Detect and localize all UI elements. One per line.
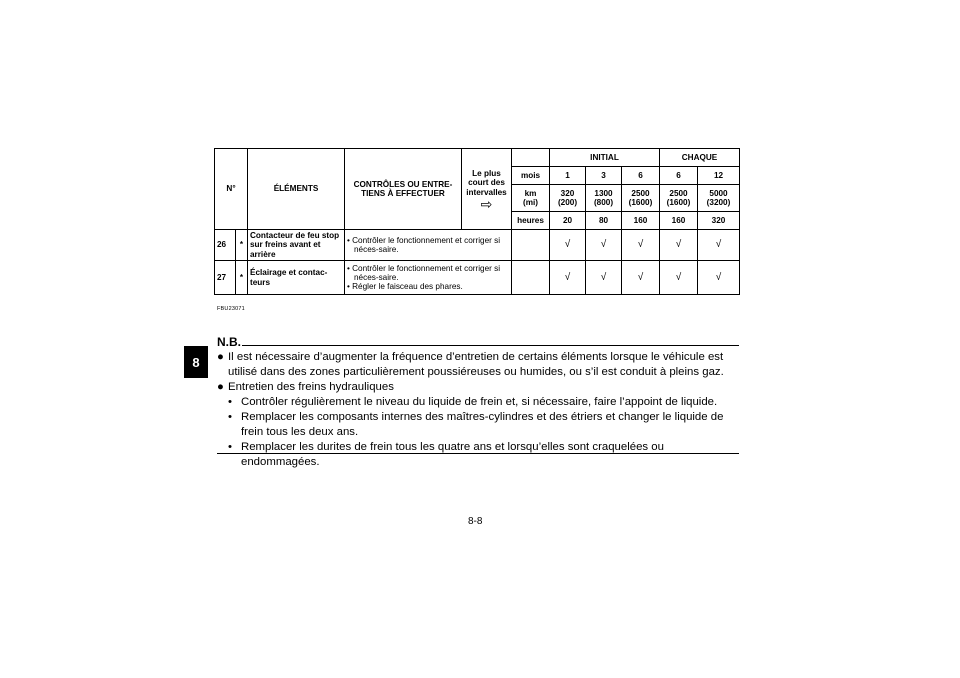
page-number: 8-8 — [468, 516, 483, 527]
note-item — [217, 380, 740, 395]
note-body — [217, 350, 740, 470]
arrow-right-icon: ⇨ — [480, 195, 493, 212]
unit-distance — [512, 185, 550, 212]
chapter-tab: 8 — [184, 346, 208, 378]
km-value: 2500 — [669, 188, 688, 198]
header-blank — [512, 149, 550, 167]
hours-cell: 80 — [586, 212, 622, 230]
row-number: 27 — [215, 261, 236, 295]
row-mark: * — [236, 261, 248, 295]
hours-cell: 160 — [660, 212, 698, 230]
distance-cell — [586, 185, 622, 212]
unit-hours: heures — [512, 212, 550, 230]
header-elements: ÉLÉMENTS — [248, 149, 345, 230]
note-item-text: Il est nécessaire d’augmenter la fréquence d’entretien de certains éléments lorsque le véhicule est utilisé dans des zones particulièrement poussiéreuses ou humides, ou s’il est conduit à pleins gaz. — [228, 351, 724, 378]
note-subitem — [217, 395, 740, 410]
note-item-text: Entretien des freins hydrauliques — [228, 381, 394, 393]
check-mark: √ — [550, 261, 586, 295]
check-mark: √ — [550, 230, 586, 261]
unit-km: km — [524, 188, 537, 198]
check-mark: √ — [586, 230, 622, 261]
note-item — [217, 350, 740, 380]
check-mark: √ — [698, 230, 740, 261]
check-mark: √ — [660, 261, 698, 295]
hours-cell: 160 — [622, 212, 660, 230]
bullet-icon: ● — [217, 351, 224, 363]
row-element: Éclairage et contac-teurs — [248, 261, 345, 295]
header-shortest-interval — [462, 149, 512, 230]
header-initial: INITIAL — [550, 149, 660, 167]
check-mark: √ — [660, 230, 698, 261]
months-cell: 6 — [622, 167, 660, 185]
action-line: • Contrôler le fonctionnement et corriger si néces-saire. — [347, 235, 501, 255]
bullet-icon: • — [228, 441, 232, 453]
distance-cell — [622, 185, 660, 212]
document-code: FBU23071 — [217, 306, 245, 312]
row-blank — [512, 230, 550, 261]
check-mark: √ — [622, 261, 660, 295]
table-row — [215, 261, 740, 295]
unit-months: mois — [512, 167, 550, 185]
distance-cell — [660, 185, 698, 212]
header-every: CHAQUE — [660, 149, 740, 167]
row-actions — [345, 230, 512, 261]
row-mark: * — [236, 230, 248, 261]
note-subitem — [217, 410, 740, 440]
check-mark: √ — [622, 230, 660, 261]
km-value: 1300 — [594, 188, 613, 198]
months-cell: 3 — [586, 167, 622, 185]
header-controls: CONTRÔLES OU ENTRE-TIENS À EFFECTUER — [345, 149, 462, 230]
bullet-icon: • — [228, 396, 232, 408]
hours-cell: 320 — [698, 212, 740, 230]
row-element: Contacteur de feu stop sur freins avant et arrière — [248, 230, 345, 261]
check-mark: √ — [698, 261, 740, 295]
mi-value: (1600) — [666, 198, 691, 207]
row-actions — [345, 261, 512, 295]
months-cell: 1 — [550, 167, 586, 185]
km-value: 2500 — [631, 188, 650, 198]
row-number: 26 — [215, 230, 236, 261]
note-subitem — [217, 440, 740, 470]
note-title: N.B. — [217, 335, 241, 349]
header-shortest-label: Le plus court des intervalles — [466, 168, 507, 197]
km-value: 5000 — [709, 188, 728, 198]
unit-mi: (mi) — [522, 198, 538, 207]
note-divider-bottom — [217, 453, 739, 454]
mi-value: (200) — [557, 198, 578, 207]
months-cell: 12 — [698, 167, 740, 185]
km-value: 320 — [560, 188, 575, 198]
months-cell: 6 — [660, 167, 698, 185]
action-line: • Contrôler le fonctionnement et corriger si néces-saire. — [347, 263, 501, 283]
check-mark: √ — [586, 261, 622, 295]
distance-cell — [698, 185, 740, 212]
note-subitem-text: Remplacer les composants internes des maîtres-cylindres et des étriers et changer le liquide de frein tous les deux ans. — [241, 411, 724, 438]
mi-value: (3200) — [706, 198, 731, 207]
note-divider-top — [242, 345, 739, 346]
row-blank — [512, 261, 550, 295]
maintenance-table — [214, 148, 740, 295]
table-row — [215, 230, 740, 261]
bullet-icon: ● — [217, 381, 224, 393]
note-subitem-text: Remplacer les durites de frein tous les quatre ans et lorsqu’elles sont craquelées ou endommagées. — [241, 441, 664, 468]
header-num: N° — [215, 149, 248, 230]
action-line: • Régler le faisceau des phares. — [347, 282, 463, 292]
mi-value: (1600) — [628, 198, 653, 207]
note-subitem-text: Contrôler régulièrement le niveau du liquide de frein et, si nécessaire, faire l’appoint de liquide. — [241, 396, 718, 408]
hours-cell: 20 — [550, 212, 586, 230]
bullet-icon: • — [228, 411, 232, 423]
mi-value: (800) — [593, 198, 614, 207]
distance-cell — [550, 185, 586, 212]
